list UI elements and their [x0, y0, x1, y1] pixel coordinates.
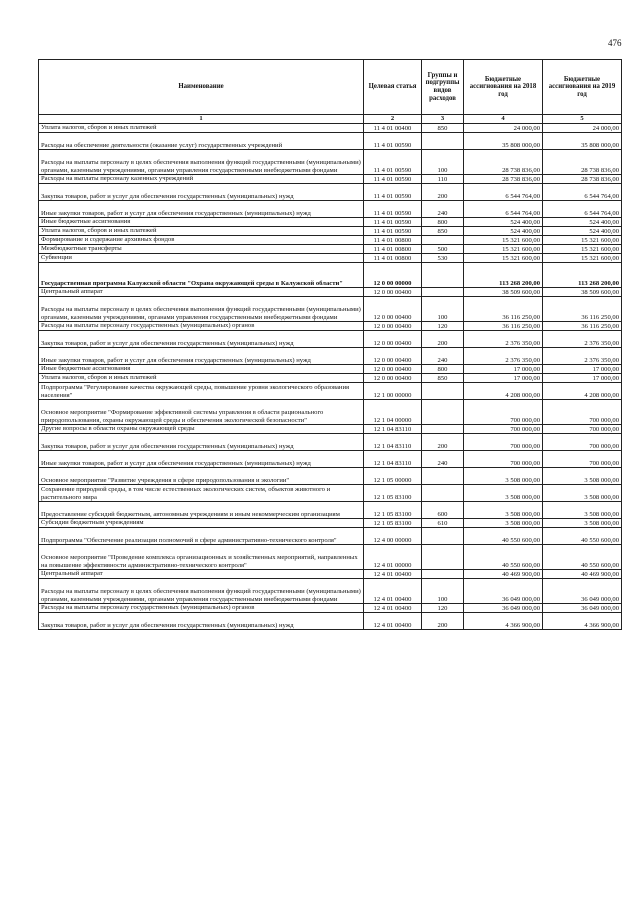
table-row [39, 570, 622, 579]
table-row [39, 297, 622, 322]
row-budget-2019: 17 000,00 [543, 365, 622, 374]
row-expense-group [422, 570, 464, 579]
row-expense-group: 100 [422, 297, 464, 322]
row-target-article: 12 1 05 00000 [364, 468, 422, 485]
table-row [39, 218, 622, 227]
row-target-article: 12 1 04 00000 [364, 400, 422, 425]
row-budget-2018: 40 550 600,00 [464, 545, 543, 570]
row-budget-2018: 4 208 000,00 [464, 383, 543, 400]
row-target-article: 12 0 00 00400 [364, 331, 422, 348]
row-budget-2018: 2 376 350,00 [464, 348, 543, 365]
row-budget-2019: 2 376 350,00 [543, 348, 622, 365]
row-name: Субсидии бюджетным учреждениям [39, 519, 364, 528]
row-budget-2018: 40 469 900,00 [464, 570, 543, 579]
row-budget-2019: 700 000,00 [543, 434, 622, 451]
row-budget-2018: 36 116 250,00 [464, 297, 543, 322]
row-expense-group: 120 [422, 604, 464, 613]
table-row [39, 400, 622, 425]
row-expense-group: 120 [422, 322, 464, 331]
table-row [39, 175, 622, 184]
row-expense-group [422, 485, 464, 502]
row-expense-group [422, 383, 464, 400]
table-row [39, 604, 622, 613]
row-name: Иные закупки товаров, работ и услуг для обеспечения государственных (муниципальных) нужд [39, 451, 364, 468]
column-number: 1 [39, 115, 364, 124]
row-expense-group: 800 [422, 218, 464, 227]
column-number: 3 [422, 115, 464, 124]
table-row [39, 502, 622, 519]
row-budget-2019: 3 508 000,00 [543, 485, 622, 502]
row-target-article: 12 4 01 00400 [364, 604, 422, 613]
row-budget-2018: 15 321 600,00 [464, 236, 543, 245]
row-budget-2019: 38 509 600,00 [543, 288, 622, 297]
column-number: 4 [464, 115, 543, 124]
table-row [39, 545, 622, 570]
row-name: Центральный аппарат [39, 570, 364, 579]
row-target-article: 11 4 01 00590 [364, 150, 422, 175]
table-row [39, 133, 622, 150]
row-budget-2019: 15 321 600,00 [543, 245, 622, 254]
row-target-article: 11 4 01 00590 [364, 184, 422, 201]
row-budget-2018: 700 000,00 [464, 425, 543, 434]
row-target-article: 12 4 00 00000 [364, 528, 422, 545]
row-name: Закупка товаров, работ и услуг для обеспечения государственных (муниципальных) нужд [39, 331, 364, 348]
row-budget-2019: 3 508 000,00 [543, 502, 622, 519]
row-target-article: 12 0 00 00400 [364, 288, 422, 297]
row-name: Иные закупки товаров, работ и услуг для обеспечения государственных (муниципальных) нужд [39, 348, 364, 365]
row-name: Закупка товаров, работ и услуг для обеспечения государственных (муниципальных) нужд [39, 613, 364, 630]
table-row [39, 374, 622, 383]
table-row [39, 425, 622, 434]
row-expense-group [422, 468, 464, 485]
row-expense-group: 100 [422, 579, 464, 604]
row-expense-group [422, 528, 464, 545]
row-expense-group: 500 [422, 245, 464, 254]
table-row [39, 451, 622, 468]
row-target-article: 12 1 04 83110 [364, 434, 422, 451]
row-name: Предоставление субсидий бюджетным, автономным учреждениям и иным некоммерческим организациям [39, 502, 364, 519]
row-target-article: 12 4 01 00000 [364, 545, 422, 570]
row-budget-2019: 3 508 000,00 [543, 468, 622, 485]
row-name: Основное мероприятие "Проведение комплекса организационных и хозяйственных мероприятий, направленных на повышение эффективности административно-технического контроля" [39, 545, 364, 570]
row-target-article: 11 4 01 00590 [364, 201, 422, 218]
row-name: Расходы на выплаты персоналу в целях обеспечения выполнения функций государственными (муниципальными) органами, казенными учреждениями, органами управления государственными внебюджетными фондами [39, 150, 364, 175]
table-row [39, 485, 622, 502]
header-budget-2018: Бюджетные ассигнования на 2018 год [464, 60, 543, 115]
row-expense-group: 240 [422, 201, 464, 218]
row-budget-2019: 6 544 764,00 [543, 184, 622, 201]
row-budget-2019: 36 049 000,00 [543, 579, 622, 604]
row-budget-2018: 24 000,00 [464, 124, 543, 133]
row-expense-group: 200 [422, 434, 464, 451]
row-target-article: 12 1 05 83100 [364, 502, 422, 519]
table-row [39, 322, 622, 331]
column-number: 2 [364, 115, 422, 124]
row-target-article: 12 4 01 00400 [364, 613, 422, 630]
table-row [39, 468, 622, 485]
table-row [39, 383, 622, 400]
row-expense-group: 100 [422, 150, 464, 175]
table-row [39, 201, 622, 218]
table-row [39, 348, 622, 365]
row-budget-2019: 24 000,00 [543, 124, 622, 133]
row-budget-2019: 36 116 250,00 [543, 297, 622, 322]
row-expense-group: 610 [422, 519, 464, 528]
row-expense-group: 600 [422, 502, 464, 519]
table-row [39, 236, 622, 245]
row-target-article: 12 0 00 00400 [364, 322, 422, 331]
row-budget-2019: 40 469 900,00 [543, 570, 622, 579]
row-expense-group: 240 [422, 348, 464, 365]
row-name: Формирование и содержание архивных фондов [39, 236, 364, 245]
row-name: Расходы на обеспечение деятельности (оказание услуг) государственных учреждений [39, 133, 364, 150]
row-name: Расходы на выплаты персоналу государственных (муниципальных) органов [39, 322, 364, 331]
row-budget-2019: 40 550 600,00 [543, 545, 622, 570]
row-expense-group: 200 [422, 184, 464, 201]
header-budget-2019: Бюджетные ассигнования на 2019 год [543, 60, 622, 115]
row-budget-2019: 35 808 000,00 [543, 133, 622, 150]
header-name: Наименование [39, 60, 364, 115]
row-budget-2019: 17 000,00 [543, 374, 622, 383]
row-name: Уплата налогов, сборов и иных платежей [39, 374, 364, 383]
row-budget-2018: 4 366 900,00 [464, 613, 543, 630]
row-budget-2019: 524 400,00 [543, 218, 622, 227]
table-row [39, 579, 622, 604]
row-name: Центральный аппарат [39, 288, 364, 297]
row-target-article: 11 4 01 00590 [364, 133, 422, 150]
row-target-article: 11 4 01 00400 [364, 124, 422, 133]
row-budget-2018: 38 509 600,00 [464, 288, 543, 297]
column-number: 5 [543, 115, 622, 124]
row-expense-group: 850 [422, 374, 464, 383]
row-budget-2019: 15 321 600,00 [543, 236, 622, 245]
row-name: Расходы на выплаты персоналу государственных (муниципальных) органов [39, 604, 364, 613]
row-budget-2019: 700 000,00 [543, 400, 622, 425]
header-target-article: Целевая статья [364, 60, 422, 115]
row-name: Субвенции [39, 254, 364, 263]
row-target-article: 12 4 01 00400 [364, 579, 422, 604]
row-budget-2019: 4 366 900,00 [543, 613, 622, 630]
row-budget-2018: 113 268 200,00 [464, 263, 543, 288]
row-target-article: 12 1 00 00000 [364, 383, 422, 400]
row-name: Уплата налогов, сборов и иных платежей [39, 227, 364, 236]
row-target-article: 11 4 01 00800 [364, 236, 422, 245]
row-budget-2018: 28 738 836,00 [464, 150, 543, 175]
row-name: Уплата налогов, сборов и иных платежей [39, 124, 364, 133]
row-target-article: 11 4 01 00800 [364, 245, 422, 254]
table-row [39, 519, 622, 528]
row-budget-2018: 36 049 000,00 [464, 604, 543, 613]
row-name: Межбюджетные трансферты [39, 245, 364, 254]
row-budget-2018: 524 400,00 [464, 218, 543, 227]
row-name: Закупка товаров, работ и услуг для обеспечения государственных (муниципальных) нужд [39, 434, 364, 451]
row-expense-group [422, 263, 464, 288]
table-row [39, 254, 622, 263]
row-budget-2019: 28 738 836,00 [543, 175, 622, 184]
row-target-article: 11 4 01 00590 [364, 218, 422, 227]
row-budget-2019: 6 544 764,00 [543, 201, 622, 218]
row-target-article: 11 4 01 00590 [364, 227, 422, 236]
row-name: Основное мероприятие "Формирование эффективной системы управления в области рационального природопользования, охраны окружающей среды и обеспечения экологической безопасности" [39, 400, 364, 425]
row-budget-2018: 35 808 000,00 [464, 133, 543, 150]
row-expense-group [422, 133, 464, 150]
row-expense-group: 850 [422, 227, 464, 236]
row-budget-2019: 113 268 200,00 [543, 263, 622, 288]
row-budget-2018: 3 508 000,00 [464, 485, 543, 502]
row-name: Расходы на выплаты персоналу в целях обеспечения выполнения функций государственными (муниципальными) органами, казенными учреждениями, органами управления государственными внебюджетными фондами [39, 297, 364, 322]
row-budget-2019: 700 000,00 [543, 451, 622, 468]
row-target-article: 12 0 00 00400 [364, 297, 422, 322]
table-row [39, 288, 622, 297]
row-budget-2018: 3 508 000,00 [464, 468, 543, 485]
table-row [39, 613, 622, 630]
row-name: Подпрограмма "Регулирование качества окружающей среды, повышение уровня экологического образования населения" [39, 383, 364, 400]
row-expense-group: 200 [422, 331, 464, 348]
row-target-article: 12 0 00 00400 [364, 374, 422, 383]
row-budget-2018: 524 400,00 [464, 227, 543, 236]
row-budget-2018: 17 000,00 [464, 365, 543, 374]
budget-table [38, 59, 622, 630]
row-budget-2018: 40 550 600,00 [464, 528, 543, 545]
row-name: Подпрограмма "Обеспечение реализации полномочий в сфере административно-технического контроля" [39, 528, 364, 545]
page-number: 476 [608, 38, 622, 48]
row-budget-2018: 17 000,00 [464, 374, 543, 383]
table-row [39, 124, 622, 133]
row-budget-2019: 700 000,00 [543, 425, 622, 434]
row-expense-group: 800 [422, 365, 464, 374]
row-budget-2019: 524 400,00 [543, 227, 622, 236]
row-budget-2019: 36 049 000,00 [543, 604, 622, 613]
row-expense-group [422, 288, 464, 297]
row-budget-2019: 15 321 600,00 [543, 254, 622, 263]
table-row [39, 528, 622, 545]
table-row [39, 365, 622, 374]
row-budget-2018: 15 321 600,00 [464, 254, 543, 263]
row-budget-2018: 6 544 764,00 [464, 184, 543, 201]
table-row [39, 184, 622, 201]
row-budget-2019: 40 550 600,00 [543, 528, 622, 545]
row-budget-2019: 3 508 000,00 [543, 519, 622, 528]
row-budget-2018: 3 508 000,00 [464, 502, 543, 519]
row-budget-2019: 36 116 250,00 [543, 322, 622, 331]
row-expense-group: 110 [422, 175, 464, 184]
row-expense-group: 530 [422, 254, 464, 263]
row-expense-group [422, 236, 464, 245]
row-name: Расходы на выплаты персоналу в целях обеспечения выполнения функций государственными (муниципальными) органами, казенными учреждениями, органами управления государственными внебюджетными фондами [39, 579, 364, 604]
row-budget-2019: 2 376 350,00 [543, 331, 622, 348]
row-name: Другие вопросы в области охраны окружающей среды [39, 425, 364, 434]
row-budget-2018: 36 049 000,00 [464, 579, 543, 604]
table-row [39, 150, 622, 175]
row-target-article: 12 0 00 00400 [364, 348, 422, 365]
header-expense-group: Группы и подгруппы видов расходов [422, 60, 464, 115]
row-target-article: 11 4 01 00800 [364, 254, 422, 263]
row-expense-group: 850 [422, 124, 464, 133]
row-name: Иные закупки товаров, работ и услуг для обеспечения государственных (муниципальных) нужд [39, 201, 364, 218]
row-budget-2018: 15 321 600,00 [464, 245, 543, 254]
row-name: Расходы на выплаты персоналу казенных учреждений [39, 175, 364, 184]
row-target-article: 12 0 00 00000 [364, 263, 422, 288]
row-target-article: 11 4 01 00590 [364, 175, 422, 184]
table-row [39, 245, 622, 254]
row-target-article: 12 1 04 83110 [364, 425, 422, 434]
row-name: Сохранение природной среды, в том числе естественных экологических систем, объектов животного и растительного мира [39, 485, 364, 502]
row-expense-group [422, 400, 464, 425]
row-target-article: 12 1 04 83110 [364, 451, 422, 468]
row-budget-2018: 28 738 836,00 [464, 175, 543, 184]
table-row [39, 227, 622, 236]
row-expense-group [422, 545, 464, 570]
row-name: Государственная программа Калужской области "Охрана окружающей среды в Калужской области" [39, 263, 364, 288]
row-budget-2018: 700 000,00 [464, 434, 543, 451]
row-budget-2019: 28 738 836,00 [543, 150, 622, 175]
row-budget-2018: 2 376 350,00 [464, 331, 543, 348]
table-row [39, 331, 622, 348]
row-budget-2018: 6 544 764,00 [464, 201, 543, 218]
row-budget-2018: 700 000,00 [464, 400, 543, 425]
row-budget-2018: 3 508 000,00 [464, 519, 543, 528]
row-budget-2018: 700 000,00 [464, 451, 543, 468]
row-target-article: 12 0 00 00400 [364, 365, 422, 374]
row-target-article: 12 1 05 83100 [364, 485, 422, 502]
row-name: Иные бюджетные ассигнования [39, 365, 364, 374]
row-budget-2018: 36 116 250,00 [464, 322, 543, 331]
row-expense-group: 200 [422, 613, 464, 630]
row-name: Иные бюджетные ассигнования [39, 218, 364, 227]
table-row [39, 434, 622, 451]
row-target-article: 12 1 05 83100 [364, 519, 422, 528]
row-name: Закупка товаров, работ и услуг для обеспечения государственных (муниципальных) нужд [39, 184, 364, 201]
row-expense-group [422, 425, 464, 434]
row-budget-2019: 4 208 000,00 [543, 383, 622, 400]
row-expense-group: 240 [422, 451, 464, 468]
table-row [39, 263, 622, 288]
row-target-article: 12 4 01 00400 [364, 570, 422, 579]
row-name: Основное мероприятие "Развитие учреждения в сфере природопользования и экологии" [39, 468, 364, 485]
